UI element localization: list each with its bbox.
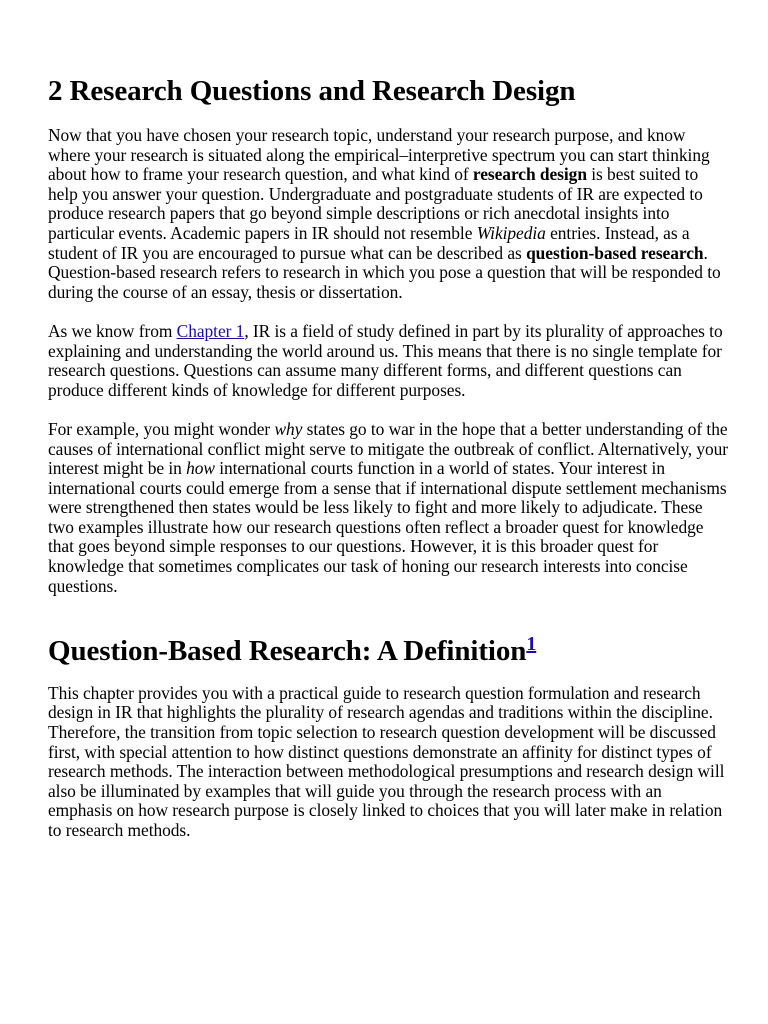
text-span: , IR is a field of study defined in part by its plurality of approaches to explaining and understanding the world around us. This means that there is no single template for research questions. Questions can assume many different forms, and different questions can produce different kinds of knowledge for different purposes. — [48, 320, 723, 400]
chapter-heading: 2 Research Questions and Research Design — [48, 75, 576, 107]
italic-why: why — [274, 418, 303, 439]
bold-term-research-design: research design — [472, 164, 587, 185]
text-span: For example, you might wonder — [48, 418, 275, 439]
section-spacer — [48, 616, 728, 634]
paragraph-example — [48, 420, 728, 596]
text-span: Now that you have chosen your research topic, understand your research purpose, and know where your research is situated along the empirical–interpretive spectrum you can start thinking about how to frame your research question, and what kind of — [48, 125, 710, 185]
text-span: . Question-based research refers to research in which you pose a question that will be responded to during the course of an essay, thesis or dissertation. — [48, 242, 721, 302]
document-body — [48, 74, 728, 860]
bold-term-question-based-research: question-based research — [526, 242, 704, 263]
chapter-1-link[interactable]: Chapter 1 — [176, 320, 245, 341]
text-span: states go to war in the hope that a better understanding of the causes of international conflict might serve to mitigate the outbreak of conflict. Alternatively, your interest might be in — [48, 418, 729, 479]
italic-wikipedia: Wikipedia — [476, 222, 546, 243]
paragraph-chapter-overview: This chapter provides you with a practical guide to research question formulation and research design in IR that highlights the plurality of research agendas and traditions within the discipline. Therefore, the transition from topic selection to research question development will be discussed first, with special attention to how distinct questions demonstrate an affinity for distinct types of research methods. The interaction between methodological presumptions and research design will also be illuminated by examples that will guide you through the research process with an emphasis on how research purpose is closely linked to choices that you will later make in relation to research methods. — [48, 682, 725, 840]
section-heading — [48, 634, 728, 668]
text-span: As we know from — [48, 320, 177, 341]
section-heading-text: Question-Based Research: A Definition — [48, 634, 527, 667]
text-span: is best suited to help you answer your question. Undergraduate and postgraduate students of IR are expected to produce research papers that go beyond simple descriptions or rich anecdotal insights into particular events. Academic papers in IR should not resemble — [48, 164, 703, 243]
text-span: international courts function in a world of states. Your interest in international courts could emerge from a sense that if international dispute settlement mechanisms were strengthened then states would be less likely to fight and more likely to adjudicate. These two examples illustrate how our research questions often reflect a broader quest for knowledge that goes beyond simple responses to our questions. However, it is this broader quest for knowledge that sometimes complicates our task of honing our research interests into concise questions. — [48, 458, 727, 596]
italic-how: how — [186, 458, 215, 479]
paragraph-plurality — [48, 322, 728, 400]
text-span: entries. Instead, as a student of IR you are encouraged to pursue what can be described as — [48, 222, 690, 263]
footnote-marker — [526, 629, 536, 656]
footnote-1-link[interactable]: 1 — [526, 632, 537, 655]
paragraph-intro — [48, 126, 728, 302]
